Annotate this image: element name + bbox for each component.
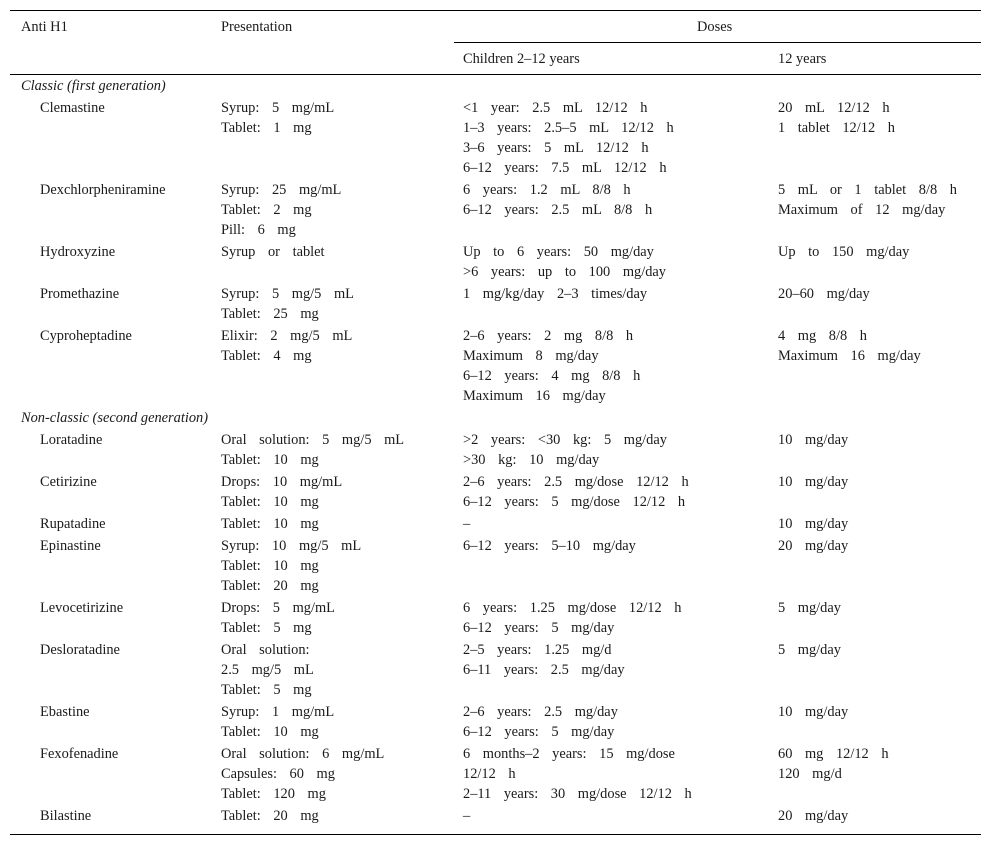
adult-dose-cell-line: 20 mg/day	[778, 538, 849, 554]
children-dose-cell-line: Maximum 16 mg/day	[463, 388, 606, 404]
presentation-cell	[221, 640, 314, 700]
drug-name: Epinastine	[40, 538, 101, 554]
presentation-cell-line: Tablet: 120 mg	[221, 786, 326, 802]
drug-name: Cetirizine	[40, 474, 97, 490]
adult-dose-cell	[778, 430, 848, 450]
header-children: Children 2–12 years	[463, 51, 580, 67]
children-dose-cell-line: >6 years: up to 100 mg/day	[463, 264, 666, 280]
children-dose-cell-line: 1–3 years: 2.5–5 mL 12/12 h	[463, 120, 674, 136]
children-dose-cell-line: 3–6 years: 5 mL 12/12 h	[463, 140, 649, 156]
children-dose-cell-line: 6 years: 1.2 mL 8/8 h	[463, 182, 631, 198]
children-dose-cell-line: Maximum 8 mg/day	[463, 348, 599, 364]
drug-name: Clemastine	[40, 100, 105, 116]
adult-dose-cell-line: 20 mg/day	[778, 808, 849, 824]
children-dose-cell-line: 6–12 years: 4 mg 8/8 h	[463, 368, 641, 384]
adult-dose-cell-line: 20 mL 12/12 h	[778, 100, 890, 116]
presentation-cell-line: Pill: 6 mg	[221, 222, 296, 238]
children-dose-cell-line: 2–6 years: 2 mg 8/8 h	[463, 328, 634, 344]
header-doses: Doses	[697, 19, 733, 35]
adult-dose-cell-line: 10 mg/day	[778, 474, 849, 490]
presentation-cell-line: Capsules: 60 mg	[221, 766, 335, 782]
children-dose-cell-line: 2–5 years: 1.25 mg/d	[463, 642, 612, 658]
children-dose-cell-line: 6–11 years: 2.5 mg/day	[463, 662, 625, 678]
adult-dose-cell-line: Maximum of 12 mg/day	[778, 202, 946, 218]
presentation-cell-line: Oral solution: 5 mg/5 mL	[221, 432, 405, 448]
presentation-cell	[221, 242, 325, 262]
presentation-cell-line: Tablet: 10 mg	[221, 558, 319, 574]
children-dose-cell-line: –	[463, 516, 471, 532]
adult-dose-cell	[778, 180, 957, 220]
presentation-cell	[221, 472, 342, 512]
children-dose-cell	[463, 536, 636, 556]
adult-dose-cell-line: 10 mg/day	[778, 516, 849, 532]
presentation-cell	[221, 702, 334, 742]
children-dose-cell-line: 6–12 years: 5 mg/day	[463, 724, 615, 740]
children-dose-cell	[463, 640, 625, 680]
presentation-cell-line: Tablet: 20 mg	[221, 578, 319, 594]
children-dose-cell-line: 6 months–2 years: 15 mg/dose	[463, 746, 675, 762]
presentation-cell-line: Tablet: 10 mg	[221, 452, 319, 468]
presentation-cell	[221, 284, 354, 324]
presentation-cell-line: Tablet: 2 mg	[221, 202, 312, 218]
adult-dose-cell-line: 5 mg/day	[778, 642, 841, 658]
presentation-cell	[221, 598, 335, 638]
children-dose-cell	[463, 284, 647, 304]
children-dose-cell-line: <1 year: 2.5 mL 12/12 h	[463, 100, 648, 116]
presentation-cell	[221, 806, 319, 826]
adult-dose-cell	[778, 242, 909, 262]
presentation-cell-line: Syrup: 5 mg/5 mL	[221, 286, 354, 302]
presentation-cell-line: Oral solution: 6 mg/mL	[221, 746, 385, 762]
adult-dose-cell-line: 20–60 mg/day	[778, 286, 870, 302]
adult-dose-cell	[778, 744, 889, 784]
presentation-cell-line: Tablet: 20 mg	[221, 808, 319, 824]
presentation-cell-line: Syrup: 1 mg/mL	[221, 704, 335, 720]
adult-dose-cell-line: 10 mg/day	[778, 704, 849, 720]
header-adults: 12 years	[778, 51, 827, 67]
presentation-cell	[221, 514, 319, 534]
presentation-cell-line: Tablet: 5 mg	[221, 620, 312, 636]
children-dose-cell	[463, 180, 652, 220]
children-dose-cell	[463, 514, 470, 534]
children-dose-cell-line: 2–6 years: 2.5 mg/dose 12/12 h	[463, 474, 689, 490]
presentation-cell-line: Syrup: 5 mg/mL	[221, 100, 335, 116]
drug-name: Loratadine	[40, 432, 103, 448]
children-dose-cell-line: >2 years: <30 kg: 5 mg/day	[463, 432, 667, 448]
presentation-cell-line: Drops: 10 mg/mL	[221, 474, 343, 490]
children-dose-cell	[463, 326, 640, 406]
children-dose-cell-line: 2–11 years: 30 mg/dose 12/12 h	[463, 786, 692, 802]
drug-name: Rupatadine	[40, 516, 106, 532]
children-dose-cell	[463, 806, 470, 826]
bottom-rule	[10, 834, 981, 835]
presentation-cell	[221, 180, 341, 240]
children-dose-cell	[463, 702, 618, 742]
adult-dose-cell	[778, 98, 895, 138]
adult-dose-cell	[778, 640, 841, 660]
header-presentation: Presentation	[221, 19, 293, 35]
drug-name: Levocetirizine	[40, 600, 124, 616]
children-dose-cell	[463, 598, 681, 638]
children-dose-cell-line: 6 years: 1.25 mg/dose 12/12 h	[463, 600, 682, 616]
presentation-cell-line: Oral solution:	[221, 642, 310, 658]
top-rule	[10, 10, 981, 11]
drug-name: Desloratadine	[40, 642, 120, 658]
drug-name: Cyproheptadine	[40, 328, 132, 344]
section-title: Classic (first generation)	[21, 78, 166, 94]
drug-name: Ebastine	[40, 704, 90, 720]
adult-dose-cell-line: Up to 150 mg/day	[778, 244, 910, 260]
presentation-cell-line: Tablet: 1 mg	[221, 120, 312, 136]
adult-dose-cell-line: 1 tablet 12/12 h	[778, 120, 895, 136]
presentation-cell	[221, 744, 384, 804]
presentation-cell	[221, 430, 404, 470]
children-dose-cell	[463, 744, 692, 804]
drug-name: Bilastine	[40, 808, 92, 824]
adult-dose-cell	[778, 536, 848, 556]
presentation-cell-line: Syrup or tablet	[221, 244, 325, 260]
children-dose-cell-line: 6–12 years: 5 mg/day	[463, 620, 615, 636]
doses-rule	[454, 42, 981, 43]
adult-dose-cell	[778, 326, 921, 366]
presentation-cell-line: Syrup: 25 mg/mL	[221, 182, 342, 198]
adult-dose-cell-line: 60 mg 12/12 h	[778, 746, 889, 762]
presentation-cell	[221, 98, 334, 138]
header-rule	[10, 74, 981, 75]
children-dose-cell-line: –	[463, 808, 471, 824]
children-dose-cell-line: 6–12 years: 7.5 mL 12/12 h	[463, 160, 667, 176]
adult-dose-cell	[778, 702, 848, 722]
children-dose-cell-line: Up to 6 years: 50 mg/day	[463, 244, 654, 260]
children-dose-cell	[463, 472, 689, 512]
adult-dose-cell	[778, 284, 870, 304]
adult-dose-cell-line: 120 mg/d	[778, 766, 842, 782]
drug-name: Fexofenadine	[40, 746, 119, 762]
adult-dose-cell	[778, 514, 848, 534]
presentation-cell-line: Tablet: 10 mg	[221, 516, 319, 532]
adult-dose-cell	[778, 472, 848, 492]
drug-name: Promethazine	[40, 286, 120, 302]
presentation-cell	[221, 326, 352, 366]
presentation-cell-line: Tablet: 5 mg	[221, 682, 312, 698]
children-dose-cell-line: >30 kg: 10 mg/day	[463, 452, 600, 468]
drug-name: Hydroxyzine	[40, 244, 116, 260]
presentation-cell-line: 2.5 mg/5 mL	[221, 662, 314, 678]
adult-dose-cell-line: Maximum 16 mg/day	[778, 348, 921, 364]
adult-dose-cell-line: 10 mg/day	[778, 432, 849, 448]
adult-dose-cell-line: 5 mg/day	[778, 600, 841, 616]
presentation-cell-line: Syrup: 10 mg/5 mL	[221, 538, 362, 554]
presentation-cell-line: Elixir: 2 mg/5 mL	[221, 328, 353, 344]
children-dose-cell-line: 6–12 years: 5–10 mg/day	[463, 538, 636, 554]
presentation-cell-line: Tablet: 10 mg	[221, 724, 319, 740]
presentation-cell-line: Drops: 5 mg/mL	[221, 600, 335, 616]
adult-dose-cell-line: 5 mL or 1 tablet 8/8 h	[778, 182, 957, 198]
children-dose-cell-line: 6–12 years: 2.5 mL 8/8 h	[463, 202, 653, 218]
children-dose-cell-line: 6–12 years: 5 mg/dose 12/12 h	[463, 494, 686, 510]
children-dose-cell-line: 2–6 years: 2.5 mg/day	[463, 704, 618, 720]
children-dose-cell	[463, 98, 674, 178]
adult-dose-cell-line: 4 mg 8/8 h	[778, 328, 867, 344]
children-dose-cell	[463, 242, 666, 282]
presentation-cell-line: Tablet: 25 mg	[221, 306, 319, 322]
adult-dose-cell	[778, 806, 848, 826]
drug-name: Dexchlorpheniramine	[40, 182, 166, 198]
children-dose-cell	[463, 430, 667, 470]
presentation-cell-line: Tablet: 10 mg	[221, 494, 319, 510]
children-dose-cell-line: 1 mg/kg/day 2–3 times/day	[463, 286, 648, 302]
presentation-cell	[221, 536, 361, 596]
adult-dose-cell	[778, 598, 841, 618]
header-anti-h1: Anti H1	[21, 19, 68, 35]
section-title: Non-classic (second generation)	[21, 410, 209, 426]
children-dose-cell-line: 12/12 h	[463, 766, 516, 782]
presentation-cell-line: Tablet: 4 mg	[221, 348, 312, 364]
